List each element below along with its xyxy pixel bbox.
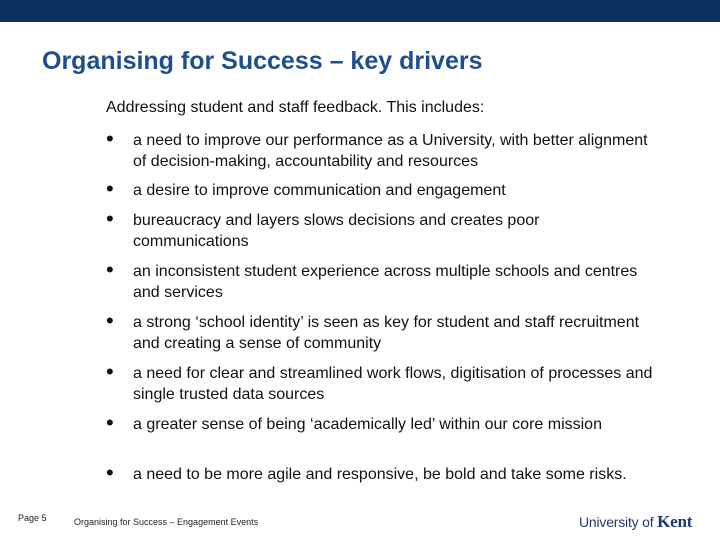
bullet-icon: • xyxy=(106,308,114,333)
bullet-icon: • xyxy=(106,206,114,231)
logo-prefix: University of xyxy=(579,514,658,530)
bullet-icon: • xyxy=(106,359,114,384)
logo-name: Kent xyxy=(657,512,693,531)
bullet-text: a strong ‘school identity’ is seen as key for student and staff recruitment and creating a sense of community xyxy=(133,314,640,352)
university-logo xyxy=(579,512,692,532)
page-number: Page 5 xyxy=(18,513,47,523)
bullet-text: a greater sense of being ‘academically led’ within our core mission xyxy=(133,416,602,433)
bullet-text: a desire to improve communication and engagement xyxy=(133,182,506,199)
footer-text: Organising for Success – Engagement Events xyxy=(74,517,259,527)
bullet-text: a need to be more agile and responsive, be bold and take some risks. xyxy=(133,466,627,483)
slide-title: Organising for Success – key drivers xyxy=(42,47,483,75)
bullet-text: a need for clear and streamlined work flows, digitisation of processes and single trusted data sources xyxy=(133,365,653,403)
bullet-icon: • xyxy=(106,257,114,282)
bullet-text: bureaucracy and layers slows decisions and creates poor communications xyxy=(133,212,540,250)
bullet-icon: • xyxy=(106,460,114,485)
header-bar xyxy=(0,0,720,22)
intro-text: Addressing student and staff feedback. This includes: xyxy=(106,99,485,116)
bullet-text: an inconsistent student experience across multiple schools and centres and services xyxy=(133,263,638,301)
bullet-icon: • xyxy=(106,410,114,435)
bullet-icon: • xyxy=(106,176,114,201)
bullet-text: a need to improve our performance as a University, with better alignment of decision-making, accountability and resources xyxy=(133,132,648,170)
bullet-icon: • xyxy=(106,126,114,151)
